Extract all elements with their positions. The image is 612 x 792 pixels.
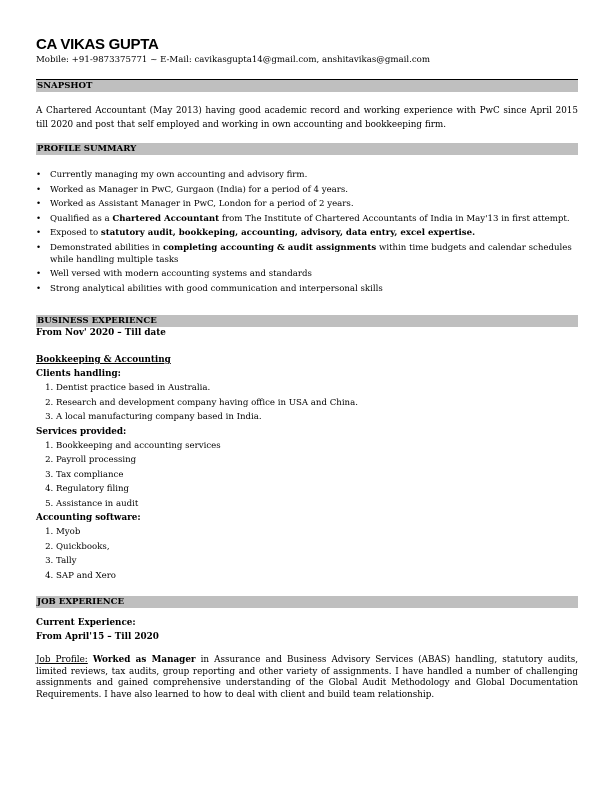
item-text: Currently managing my own accounting and advisory firm. bbox=[50, 170, 308, 180]
profile-summary-item bbox=[36, 198, 578, 210]
clients-item: 3. A local manufacturing company based in India. bbox=[56, 410, 578, 425]
section-heading-profile-summary: PROFILE SUMMARY bbox=[36, 143, 578, 155]
item-text: Exposed to bbox=[50, 228, 101, 238]
profile-summary-item bbox=[36, 184, 578, 196]
services-item: 3. Tax compliance bbox=[56, 468, 578, 483]
services-item: 4. Regulatory filing bbox=[56, 482, 578, 497]
clients-list bbox=[36, 381, 578, 425]
current-experience-label: Current Experience: bbox=[36, 618, 136, 628]
services-item: 2. Payroll processing bbox=[56, 453, 578, 468]
clients-item: 1. Dentist practice based in Australia. bbox=[56, 381, 578, 396]
item-text: Strong analytical abilities with good communication and interpersonal skills bbox=[50, 283, 383, 294]
job-period: From April'15 – Till 2020 bbox=[36, 632, 159, 642]
job-profile bbox=[36, 655, 578, 701]
item-text: from The Institute of Chartered Accountants of India in May'13 in first attempt. bbox=[219, 213, 570, 224]
item-text: Demonstrated abilities in bbox=[50, 242, 164, 253]
business-firm: Bookkeeping & Accounting bbox=[36, 355, 171, 365]
job-profile-text: in Assurance and Business Advisory Services (ABAS) handling, statutory audits, limited reviews, tax audits, group reporting and other variety of assignments. I have handled a number of challenging assignments and gained comprehensive understanding of the Global Audit Methodology and Global Documentation Requirements. I have also learned to how to deal with client and build team relationship. bbox=[36, 655, 579, 700]
profile-summary-item bbox=[36, 283, 578, 295]
software-item: 4. SAP and Xero bbox=[56, 569, 578, 584]
header bbox=[36, 36, 578, 65]
job-profile-role: Worked as Manager bbox=[92, 655, 196, 665]
profile-summary-item bbox=[36, 268, 578, 280]
services-item: 1. Bookkeeping and accounting services bbox=[56, 439, 578, 454]
software-label: Accounting software: bbox=[36, 513, 141, 523]
section-heading-job-experience: JOB EXPERIENCE bbox=[36, 596, 578, 608]
profile-summary-item bbox=[36, 169, 578, 181]
item-text: Worked as Manager in PwC, Gurgaon (India) for a period of 4 years. bbox=[50, 184, 349, 195]
candidate-name: CA VIKAS GUPTA bbox=[36, 36, 159, 53]
services-label: Services provided: bbox=[36, 426, 127, 437]
profile-summary-item bbox=[36, 227, 578, 239]
item-text: completing accounting & audit assignments bbox=[163, 242, 377, 253]
section-heading-business-experience: BUSINESS EXPERIENCE bbox=[36, 315, 578, 327]
software-item: 1. Myob bbox=[56, 525, 578, 540]
services-list bbox=[36, 439, 578, 512]
item-text: Qualified as a bbox=[50, 213, 113, 224]
software-item: 2. Quickbooks, bbox=[56, 540, 578, 555]
item-text: Worked as Assistant Manager in PwC, London for a period of 2 years. bbox=[50, 199, 354, 209]
software-item: 3. Tally bbox=[56, 554, 578, 569]
item-text: Well versed with modern accounting systems and standards bbox=[50, 269, 312, 279]
software-list bbox=[36, 525, 578, 583]
snapshot-text: A Chartered Accountant (May 2013) having good academic record and working experience with PwC since April 2015 till 2020 and post that self employed and working in own accounting and bookkeeping firm. bbox=[36, 106, 578, 130]
item-text: within time budgets and calendar schedules while handling multiple tasks bbox=[50, 242, 572, 265]
job-profile-label: Job Profile: bbox=[36, 655, 88, 665]
profile-summary-item bbox=[36, 242, 578, 266]
section-heading-snapshot: SNAPSHOT bbox=[36, 80, 578, 92]
business-period: From Nov' 2020 – Till date bbox=[36, 328, 166, 338]
clients-item: 2. Research and development company having office in USA and China. bbox=[56, 396, 578, 411]
profile-summary-item bbox=[36, 213, 578, 225]
profile-summary-list bbox=[36, 169, 578, 295]
contact-info: Mobile: +91-9873375771 ~ E-Mail: cavikasgupta14@gmail.com, anshitavikas@gmail.com bbox=[36, 55, 430, 65]
services-item: 5. Assistance in audit bbox=[56, 497, 578, 512]
clients-label: Clients handling: bbox=[36, 369, 121, 379]
item-text: Chartered Accountant bbox=[112, 213, 220, 224]
item-text: statutory audit, bookkeping, accounting, advisory, data entry, excel expertise. bbox=[100, 228, 476, 238]
